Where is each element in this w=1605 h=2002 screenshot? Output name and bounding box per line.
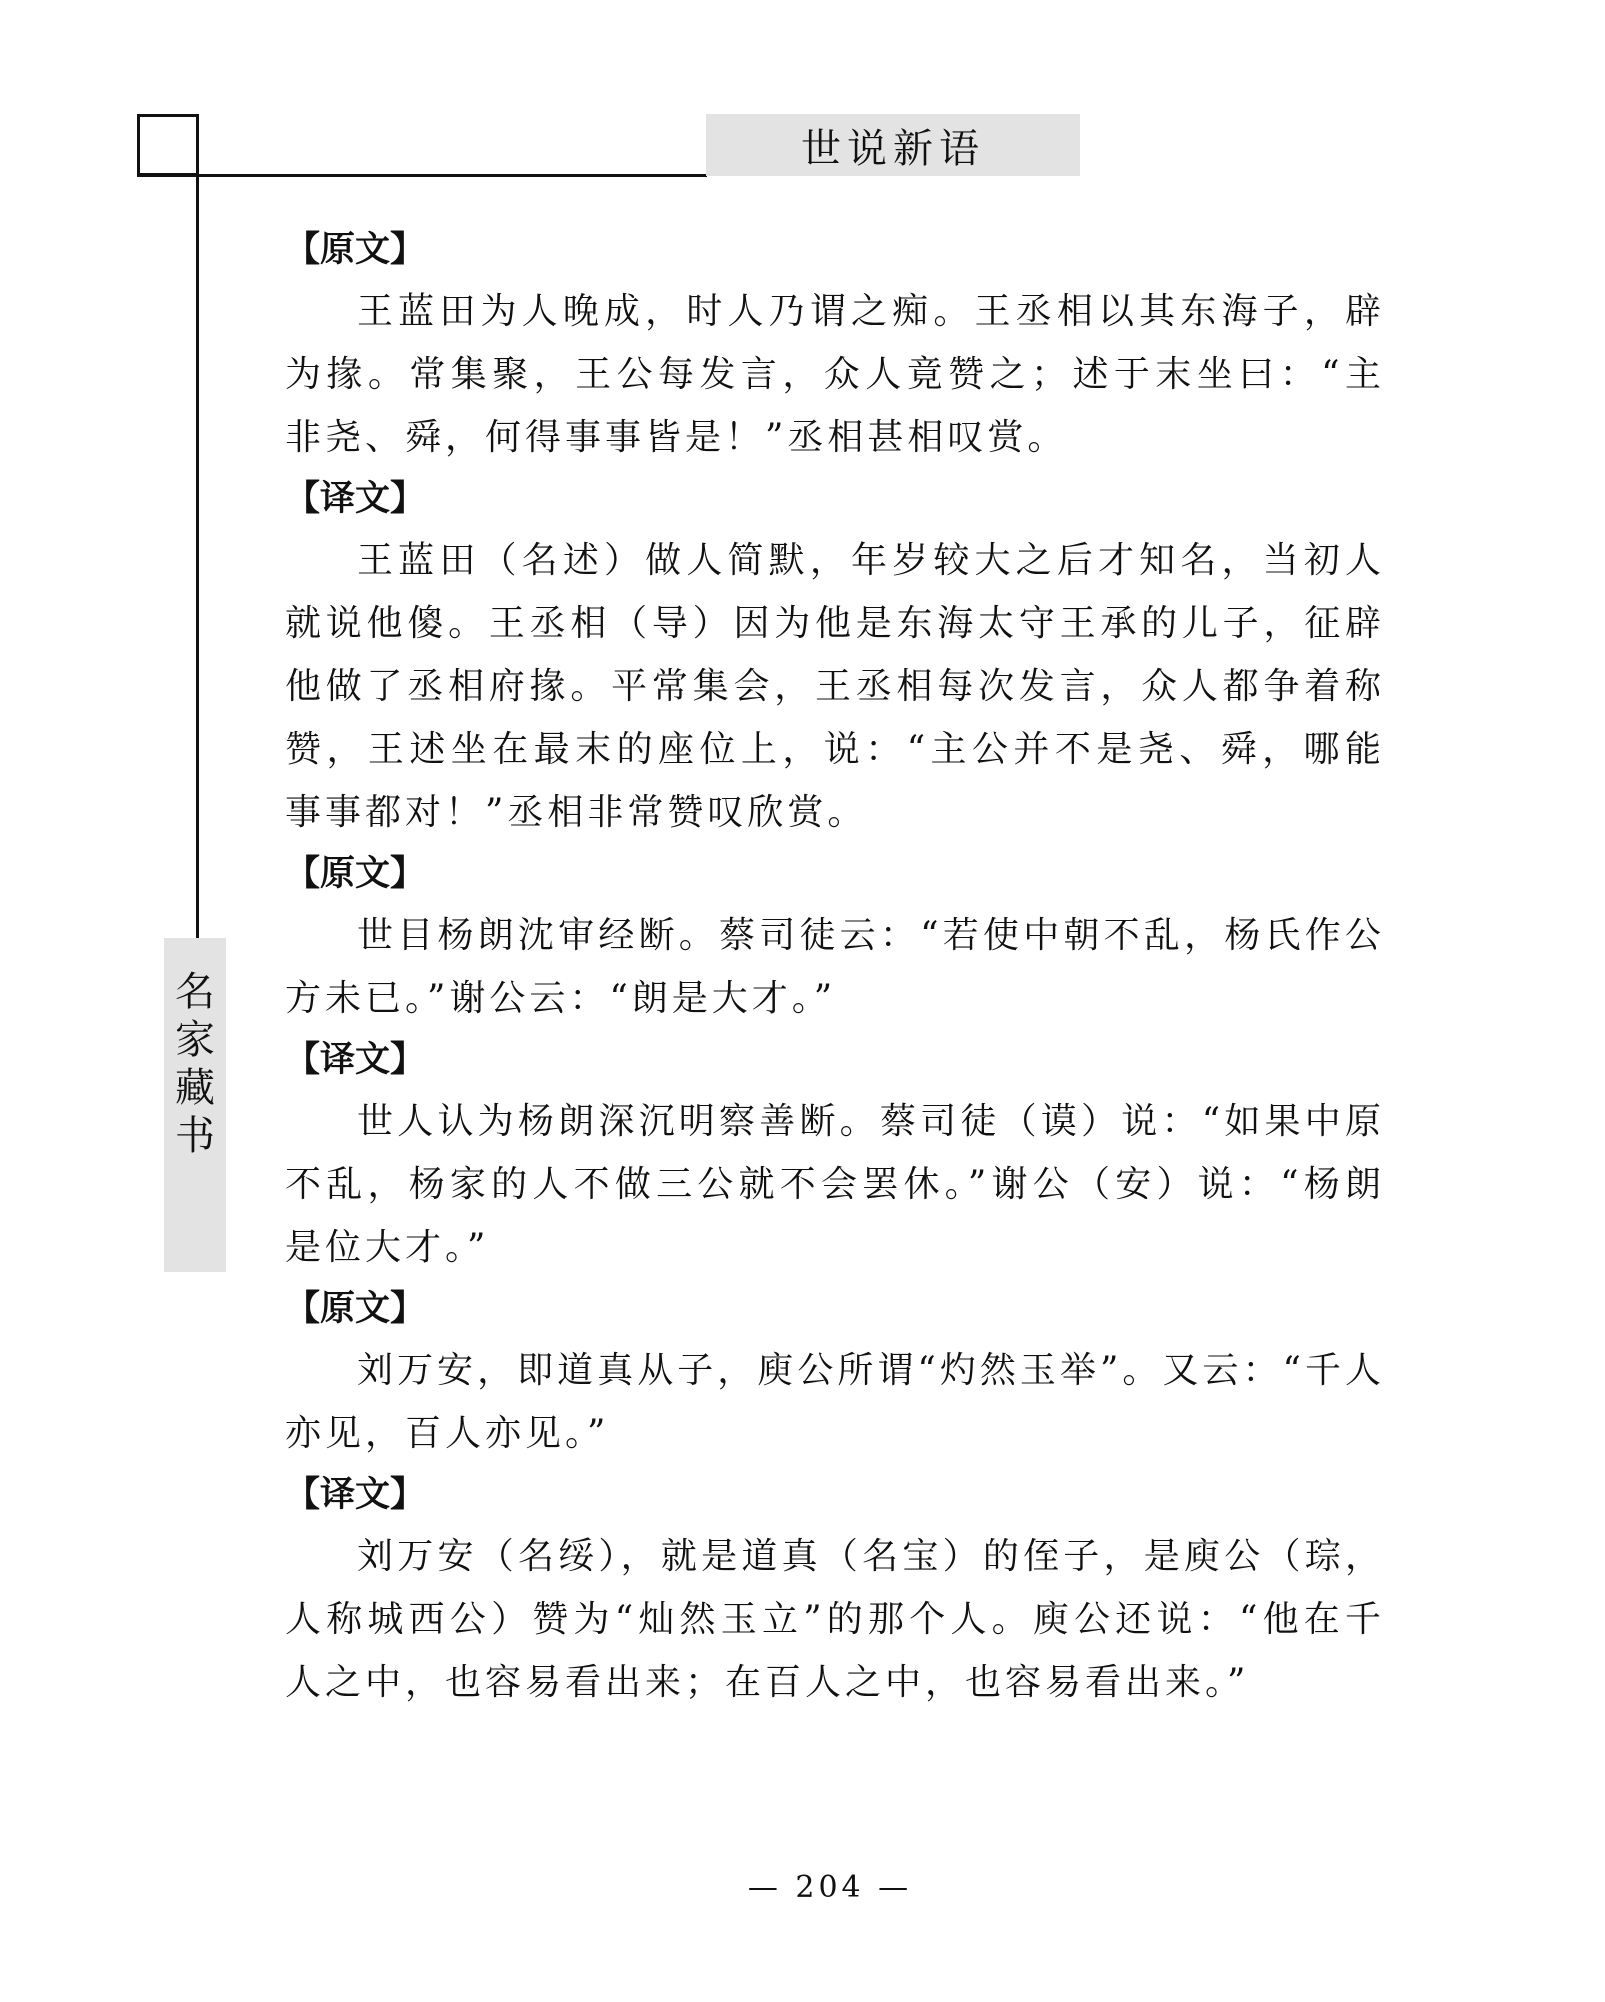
section-label-translation: 【译文】 bbox=[285, 1475, 426, 1515]
section-label-original: 【原文】 bbox=[285, 230, 426, 270]
section-label-translation: 【译文】 bbox=[285, 479, 426, 519]
translation-text: 世人认为杨朗深沉明察善断。蔡司徒（谟）说：“如果中原不乱，杨家的人不做三公就不会罢休。”谢公（安）说：“杨朗是位大才。” bbox=[285, 1101, 1385, 1268]
margin-rule bbox=[196, 114, 199, 938]
corner-frame bbox=[137, 114, 199, 176]
translation-text: 王蓝田（名述）做人简默，年岁较大之后才知名，当初人就说他傻。王丞相（导）因为他是东海太守王承的儿子，征辟他做了丞相府掾。平常集会，王丞相每次发言，众人都争着称赞，王述坐在最末的座位上，说：“主公并不是尧、舜，哪能事事都对！”丞相非常赞叹欣赏。 bbox=[285, 540, 1385, 833]
side-tab-char: 家 bbox=[175, 1017, 215, 1063]
header-rule bbox=[137, 174, 707, 177]
translation-text: 刘万安（名绥），就是道真（名宝）的侄子，是庾公（琮，人称城西公）赞为“灿然玉立”的那个人。庾公还说：“他在千人之中，也容易看出来；在百人之中，也容易看出来。” bbox=[285, 1536, 1385, 1703]
running-header bbox=[706, 114, 1080, 176]
side-tab-char: 书 bbox=[175, 1113, 215, 1159]
side-tab-char: 藏 bbox=[175, 1065, 215, 1111]
original-text: 王蓝田为人晚成，时人乃谓之痴。王丞相以其东海子，辟为掾。常集聚，王公每发言，众人竟赞之；述于末坐曰：“主非尧、舜，何得事事皆是！”丞相甚相叹赏。 bbox=[285, 291, 1385, 458]
page-number: — 204 — bbox=[747, 1870, 913, 1905]
original-text: 世目杨朗沈审经断。蔡司徒云：“若使中朝不乱，杨氏作公方未已。”谢公云：“朗是大才。” bbox=[285, 915, 1385, 1019]
main-text bbox=[285, 220, 1385, 1714]
section-label-original: 【原文】 bbox=[285, 1289, 426, 1329]
section-label-translation: 【译文】 bbox=[285, 1040, 426, 1080]
side-tab-char: 名 bbox=[175, 969, 215, 1015]
section-label-original: 【原文】 bbox=[285, 854, 426, 894]
side-tab bbox=[164, 938, 226, 1272]
original-text: 刘万安，即道真从子，庾公所谓“灼然玉举”。又云：“千人亦见，百人亦见。” bbox=[285, 1350, 1385, 1454]
book-title: 世说新语 bbox=[801, 125, 985, 172]
